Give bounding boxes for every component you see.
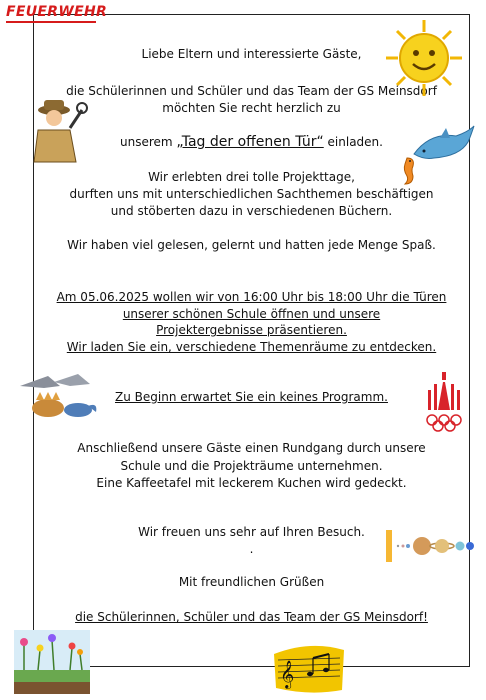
program-line: Zu Beginn erwartet Sie ein keines Programm.	[115, 390, 388, 404]
invite-before: unserem	[120, 135, 177, 149]
intro-line-2: möchten Sie recht herzlich zu	[162, 101, 341, 115]
dinosaurs-icon	[18, 372, 100, 424]
project-line-2: durften uns mit unterschiedlichen Sachthemen beschäftigen	[69, 187, 434, 201]
fun-line: Wir haben viel gelesen, gelernt und hatten jede Menge Spaß.	[67, 238, 436, 252]
signature: die Schülerinnen, Schüler und das Team der GS Meinsdorf!	[75, 610, 428, 624]
seahorse-icon	[399, 156, 417, 186]
meadow-icon	[14, 630, 90, 694]
project-line-3: und stöberten dazu in verschiedenen Büchern.	[110, 204, 393, 218]
invite-line	[33, 134, 470, 151]
planets-icon	[386, 526, 478, 566]
closing-visit: Wir freuen uns sehr auf Ihren Besuch.	[138, 525, 365, 539]
intro-line-1: die Schülerinnen und Schüler und das Team der GS Meinsdorf	[66, 84, 437, 98]
closing-regards: Mit freundlichen Grüßen	[178, 575, 325, 589]
invite-after: einladen.	[323, 135, 383, 149]
event-line-1: Am 05.06.2025 wollen wir von 16:00 Uhr bis 18:00 Uhr die Türen	[56, 290, 447, 304]
tour-line-2: Schule und die Projekträume unternehmen.	[120, 459, 383, 473]
brand-rule	[6, 21, 96, 23]
tour-line-1: Anschließend unsere Gäste einen Rundgang durch unsere	[77, 441, 426, 455]
tour-line-3: Eine Kaffeetafel mit leckerem Kuchen wird gedeckt.	[96, 476, 407, 490]
dolphin-icon	[410, 124, 478, 168]
greeting: Liebe Eltern und interessierte Gäste,	[141, 47, 362, 61]
closing-dot: .	[249, 542, 254, 556]
event-line-2: unserer schönen Schule öffnen und unsere	[122, 307, 381, 321]
sun-icon	[384, 18, 464, 98]
svg-text:𝄞: 𝄞	[280, 660, 295, 688]
detective-icon	[28, 96, 88, 168]
event-line-3: Projektergebnisse präsentieren.	[156, 323, 347, 337]
brand-logo: FEUERWEHR	[6, 4, 108, 20]
music-notes-icon	[270, 640, 348, 696]
invite-highlight: „Tag der offenen Tür“	[176, 134, 324, 150]
project-line-1: Wir erlebten drei tolle Projekttage,	[148, 170, 355, 184]
olympic-logo-icon	[420, 370, 468, 434]
event-line-4: Wir laden Sie ein, verschiedene Themenräume zu entdecken.	[66, 340, 437, 354]
